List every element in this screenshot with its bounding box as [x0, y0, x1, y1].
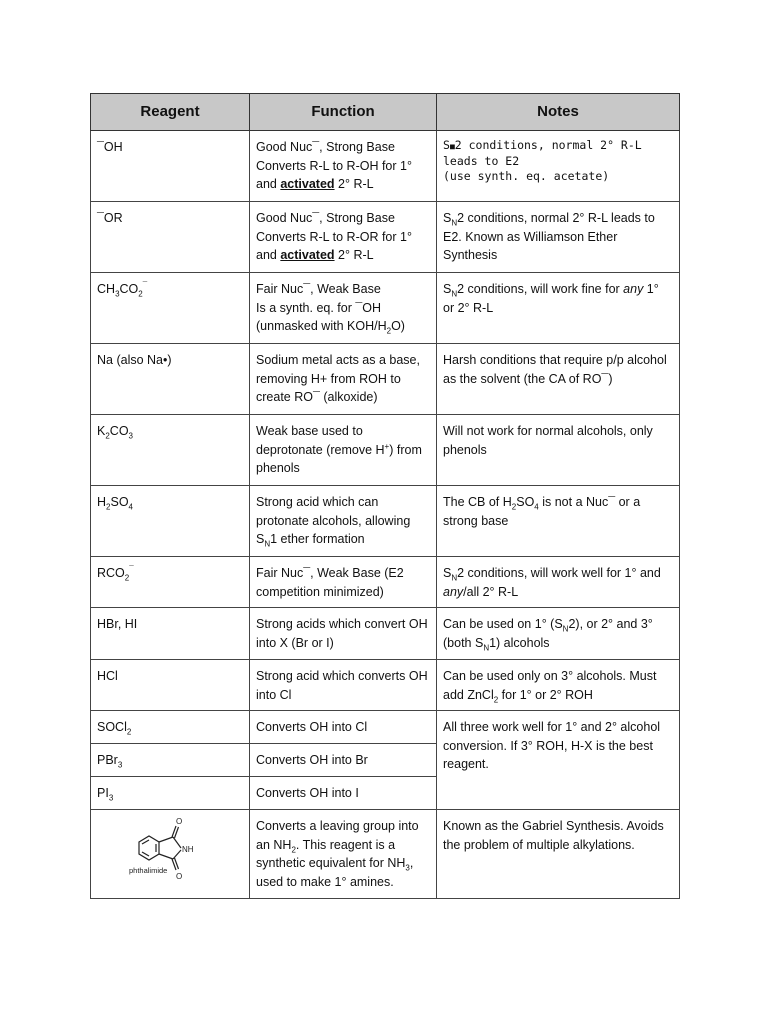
reagent-cell: $K_2CO_3$: [91, 415, 250, 486]
reagent-cell: HCl: [91, 660, 250, 711]
reagent-cell: ¯OR: [91, 202, 250, 273]
function-cell: Good Nuc¯, Strong Base Converts R-L to R-OH for 1° and activated 2° R-L: [250, 131, 437, 202]
header-notes: Notes: [437, 94, 680, 131]
table-row: [91, 344, 680, 415]
function-cell: Strong acid which converts OH into Cl: [250, 660, 437, 711]
function-cell: Fair Nuc¯, Weak Base Is a synth. eq. for ¯OH (unmasked with KOH/$H_2O$): [250, 273, 437, 344]
function-cell: Strong acid which can protonate alcohols, allowing $S_N1$ ether formation: [250, 486, 437, 557]
table-row: [91, 810, 680, 899]
reagent-cell: HBr, HI: [91, 608, 250, 660]
reagent-cell: Na (also Na•): [91, 344, 250, 415]
reagent-cell: $PI_3$: [91, 777, 250, 810]
table-row: [91, 711, 680, 744]
reagent-table: [90, 93, 680, 899]
header-reagent: Reagent: [91, 94, 250, 131]
notes-cell: S■2 conditions, normal 2° R-L leads to E2 (use synth. eq. acetate): [437, 131, 680, 202]
notes-cell: $S_N2$ conditions, normal 2° R-L leads to E2. Known as Williamson Ether Synthesis: [437, 202, 680, 273]
atom-o-bottom: O: [176, 872, 183, 881]
table-row: [91, 557, 680, 608]
notes-cell: Will not work for normal alcohols, only phenols: [437, 415, 680, 486]
reagent-cell: $H_2SO_4$: [91, 486, 250, 557]
notes-cell: $S_N2$ conditions, will work fine for any 1° or 2° R-L: [437, 273, 680, 344]
header-function: Function: [250, 94, 437, 131]
function-cell: Fair Nuc¯, Weak Base (E2 competition minimized): [250, 557, 437, 608]
notes-cell-merged: All three work well for 1° and 2° alcohol conversion. If 3° ROH, H-X is the best reagent.: [437, 711, 680, 810]
reagent-cell: $CH_3CO_2^¯$: [91, 273, 250, 344]
atom-nh: NH: [182, 845, 194, 854]
atom-o-top: O: [176, 817, 183, 826]
header-row: [91, 94, 680, 131]
notes-cell: Can be used on 1° $(S_N2)$, or 2° and 3° (both $S_N1$) alcohols: [437, 608, 680, 660]
table-row: [91, 273, 680, 344]
function-cell: Converts OH into I: [250, 777, 437, 810]
table-row: [91, 131, 680, 202]
structure-label: phthalimide: [129, 866, 168, 875]
reagent-cell: ¯OH: [91, 131, 250, 202]
table-row: [91, 608, 680, 660]
table-row: [91, 660, 680, 711]
function-cell: Sodium metal acts as a base, removing H+ from ROH to create RO¯ (alkoxide): [250, 344, 437, 415]
function-cell: Converts a leaving group into an $NH_2$. This reagent is a synthetic equivalent for $NH_3$, used to make 1° amines.: [250, 810, 437, 899]
reagent-cell: SOCl$_2$: [91, 711, 250, 744]
notes-cell: Can be used only on 3° alcohols. Must add ZnCl$_2$ for 1° or 2° ROH: [437, 660, 680, 711]
notes-cell: The CB of $H_2SO_4$ is not a Nuc¯ or a strong base: [437, 486, 680, 557]
table-row: [91, 202, 680, 273]
reagent-cell: $RCO_2^¯$: [91, 557, 250, 608]
reagent-cell: PBr$_3$: [91, 744, 250, 777]
function-cell: Strong acids which convert OH into X (Br or I): [250, 608, 437, 660]
table-row: [91, 415, 680, 486]
notes-cell: Known as the Gabriel Synthesis. Avoids the problem of multiple alkylations.: [437, 810, 680, 899]
notes-cell: Harsh conditions that require p/p alcohol as the solvent (the CA of RO¯): [437, 344, 680, 415]
function-cell: Converts OH into Cl: [250, 711, 437, 744]
reagent-cell: [91, 810, 250, 899]
notes-cell: $S_N2$ conditions, will work well for 1° and any/all 2° R-L: [437, 557, 680, 608]
table-row: [91, 486, 680, 557]
phthalimide-structure: [125, 815, 215, 885]
function-cell: Weak base used to deprotonate (remove H+) from phenols: [250, 415, 437, 486]
function-cell: Good Nuc¯, Strong Base Converts R-L to R-OR for 1° and activated 2° R-L: [250, 202, 437, 273]
function-cell: Converts OH into Br: [250, 744, 437, 777]
